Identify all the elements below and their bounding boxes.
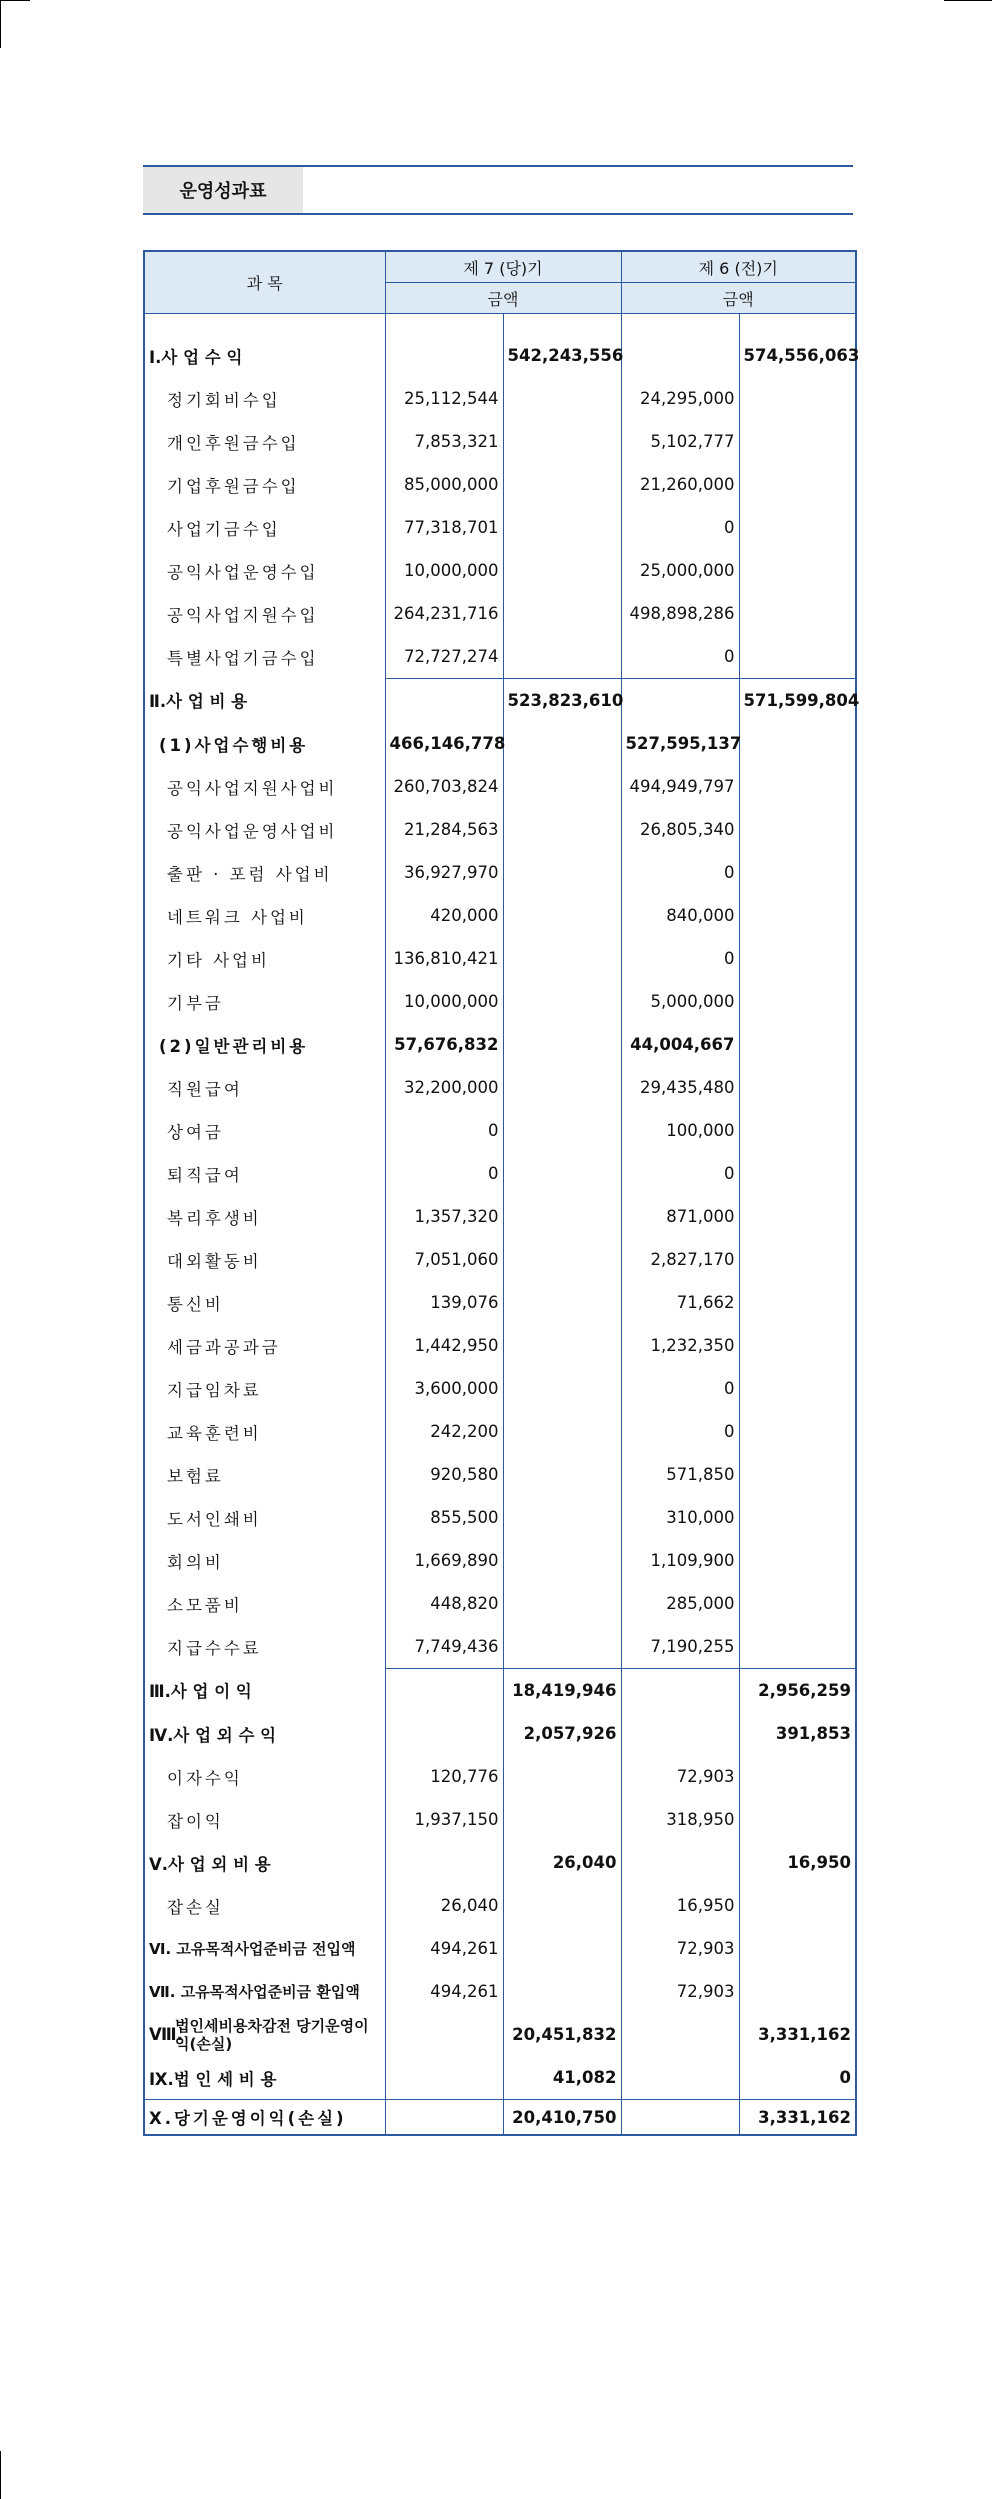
current-total: 2,057,926 [503,1712,621,1755]
current-amount: 494,261 [385,1970,503,2013]
current-amount: 1,669,890 [385,1539,503,1582]
prior-amount: 840,000 [621,894,739,937]
item-label: 공익사업운영수입 [144,549,385,592]
section-label: Ⅵ. 고유목적사업준비금 전입액 [144,1927,385,1970]
current-total: 26,040 [503,1841,621,1884]
prior-amount: 100,000 [621,1109,739,1152]
current-amount: 139,076 [385,1281,503,1324]
current-total: 20,410,750 [503,2100,621,2136]
item-label: 통신비 [144,1281,385,1324]
table-row [144,1798,856,1841]
item-label: 상여금 [144,1109,385,1152]
table-row [144,1453,856,1496]
header-prior-period: 제 6 (전)기 [621,251,856,283]
current-amount: 7,051,060 [385,1238,503,1281]
prior-amount: 21,260,000 [621,463,739,506]
table-row [144,506,856,549]
item-label: 지급수수료 [144,1625,385,1669]
prior-amount: 1,232,350 [621,1324,739,1367]
table-row [144,2100,856,2136]
table-row [144,1582,856,1625]
header-current-period: 제 7 (당)기 [385,251,621,283]
current-amount: 0 [385,1109,503,1152]
table-row [144,1496,856,1539]
current-amount: 420,000 [385,894,503,937]
item-label: 사업기금수입 [144,506,385,549]
current-total: 20,451,832 [503,2013,621,2056]
table-row [144,377,856,420]
prior-amount: 1,109,900 [621,1539,739,1582]
table-row [144,549,856,592]
item-label: 회의비 [144,1539,385,1582]
current-amount: 264,231,716 [385,592,503,635]
current-amount: 260,703,824 [385,765,503,808]
current-amount: 85,000,000 [385,463,503,506]
table-row [144,1625,856,1669]
subsection-label: (2)일반관리비용 [144,1023,385,1066]
current-amount: 26,040 [385,1884,503,1927]
table-row [144,808,856,851]
prior-total: 3,331,162 [739,2013,856,2056]
prior-total: 16,950 [739,1841,856,1884]
item-label: 퇴직급여 [144,1152,385,1195]
section-label: Ⅶ. 고유목적사업준비금 환입액 [144,1970,385,2013]
item-label: 공익사업지원수입 [144,592,385,635]
subsection-label: (1)사업수행비용 [144,722,385,765]
table-row [144,1884,856,1927]
prior-amount: 0 [621,1367,739,1410]
table-row [144,1841,856,1884]
table-row [144,1195,856,1238]
section-label: Ⅴ.사 업 외 비 용 [144,1841,385,1884]
header-subject: 과 목 [144,251,385,314]
table-row [144,980,856,1023]
table-row [144,894,856,937]
prior-amount: 0 [621,1152,739,1195]
prior-amount: 72,903 [621,1927,739,1970]
prior-amount: 5,000,000 [621,980,739,1023]
item-label: 이자수익 [144,1755,385,1798]
current-amount: 1,442,950 [385,1324,503,1367]
table-row [144,463,856,506]
prior-amount: 2,827,170 [621,1238,739,1281]
current-amount: 3,600,000 [385,1367,503,1410]
table-row [144,1669,856,1713]
item-label: 교육훈련비 [144,1410,385,1453]
current-amount: 21,284,563 [385,808,503,851]
section-label: Ⅹ.당기운영이익(손실) [144,2100,385,2136]
item-label: 도서인쇄비 [144,1496,385,1539]
prior-amount: 494,949,797 [621,765,739,808]
table-row [144,1281,856,1324]
section-label: Ⅰ.사 업 수 익 [144,334,385,377]
section-label: Ⅲ.사 업 이 익 [144,1669,385,1713]
item-label: 개인후원금수입 [144,420,385,463]
table-row [144,1410,856,1453]
table-row [144,635,856,679]
prior-amount: 5,102,777 [621,420,739,463]
current-amount: 25,112,544 [385,377,503,420]
item-label: 잡이익 [144,1798,385,1841]
prior-amount: 0 [621,506,739,549]
prior-amount: 16,950 [621,1884,739,1927]
item-label: 소모품비 [144,1582,385,1625]
table-row [144,420,856,463]
prior-amount: 527,595,137 [621,722,739,765]
table-row [144,1712,856,1755]
crop-mark-tl-h [0,0,30,1]
current-amount: 7,749,436 [385,1625,503,1669]
current-amount: 920,580 [385,1453,503,1496]
table-row [144,1755,856,1798]
prior-total: 3,331,162 [739,2100,856,2136]
item-label: 잡손실 [144,1884,385,1927]
table-row [144,2013,856,2056]
table-row [144,592,856,635]
section-label: Ⅸ.법 인 세 비 용 [144,2056,385,2100]
crop-mark-tr-h [944,0,992,1]
item-label: 대외활동비 [144,1238,385,1281]
prior-amount: 318,950 [621,1798,739,1841]
item-label: 직원급여 [144,1066,385,1109]
prior-amount: 285,000 [621,1582,739,1625]
current-amount: 10,000,000 [385,980,503,1023]
table-row [144,2056,856,2100]
table-row [144,1367,856,1410]
table-row [144,1970,856,2013]
prior-amount: 0 [621,851,739,894]
item-label: 네트워크 사업비 [144,894,385,937]
table-row [144,1324,856,1367]
table-row [144,1066,856,1109]
current-amount: 855,500 [385,1496,503,1539]
table-row [144,1238,856,1281]
item-label: 복리후생비 [144,1195,385,1238]
table-row [144,334,856,377]
current-amount: 448,820 [385,1582,503,1625]
prior-amount: 498,898,286 [621,592,739,635]
item-label: 정기회비수입 [144,377,385,420]
table-row [144,851,856,894]
header-prior-amount: 금액 [621,283,856,314]
table-row [144,1152,856,1195]
item-label: 보험료 [144,1453,385,1496]
item-label: 기업후원금수입 [144,463,385,506]
current-amount: 242,200 [385,1410,503,1453]
item-label: 세금과공과금 [144,1324,385,1367]
prior-amount: 71,662 [621,1281,739,1324]
current-amount: 77,318,701 [385,506,503,549]
prior-amount: 44,004,667 [621,1023,739,1066]
section-label: Ⅷ. 법인세비용차감전 당기운영이익(손실) [144,2013,385,2056]
prior-amount: 7,190,255 [621,1625,739,1669]
current-amount: 36,927,970 [385,851,503,894]
prior-amount: 24,295,000 [621,377,739,420]
prior-amount: 0 [621,1410,739,1453]
prior-amount: 25,000,000 [621,549,739,592]
current-amount: 1,357,320 [385,1195,503,1238]
current-amount: 72,727,274 [385,635,503,679]
prior-total: 0 [739,2056,856,2100]
current-amount: 494,261 [385,1927,503,1970]
item-label: 기타 사업비 [144,937,385,980]
section-label: Ⅱ.사 업 비 용 [144,679,385,723]
statement-of-operations-table [143,250,860,2136]
crop-mark-tl-v [0,0,1,48]
prior-total: 391,853 [739,1712,856,1755]
item-label: 출판 · 포럼 사업비 [144,851,385,894]
current-amount: 0 [385,1152,503,1195]
item-label: 공익사업지원사업비 [144,765,385,808]
prior-amount: 0 [621,937,739,980]
prior-amount: 72,903 [621,1970,739,2013]
current-total: 18,419,946 [503,1669,621,1713]
current-total: 542,243,556 [503,334,621,377]
prior-total: 574,556,063 [739,334,856,377]
item-label: 지급임차료 [144,1367,385,1410]
current-total: 41,082 [503,2056,621,2100]
prior-amount: 0 [621,635,739,679]
prior-amount: 26,805,340 [621,808,739,851]
prior-total: 2,956,259 [739,1669,856,1713]
current-amount: 466,146,778 [385,722,503,765]
table-row [144,1109,856,1152]
table-row [144,937,856,980]
current-amount: 57,676,832 [385,1023,503,1066]
report-title-bar [143,165,853,215]
section-label: Ⅳ.사 업 외 수 익 [144,1712,385,1755]
current-amount: 120,776 [385,1755,503,1798]
current-amount: 10,000,000 [385,549,503,592]
item-label: 공익사업운영사업비 [144,808,385,851]
prior-amount: 29,435,480 [621,1066,739,1109]
prior-amount: 72,903 [621,1755,739,1798]
prior-amount: 310,000 [621,1496,739,1539]
item-label: 특별사업기금수입 [144,635,385,679]
table-row [144,722,856,765]
current-amount: 136,810,421 [385,937,503,980]
prior-amount: 571,850 [621,1453,739,1496]
table-row [144,1927,856,1970]
current-amount: 32,200,000 [385,1066,503,1109]
current-amount: 1,937,150 [385,1798,503,1841]
table-row [144,765,856,808]
table-row [144,1539,856,1582]
item-label: 기부금 [144,980,385,1023]
prior-amount: 871,000 [621,1195,739,1238]
crop-mark-bl-v [0,2451,1,2499]
report-title: 운영성과표 [143,167,303,213]
current-amount: 7,853,321 [385,420,503,463]
current-total: 523,823,610 [503,679,621,723]
header-current-amount: 금액 [385,283,621,314]
table-row [144,679,856,723]
prior-total: 571,599,804 [739,679,856,723]
table-row [144,1023,856,1066]
